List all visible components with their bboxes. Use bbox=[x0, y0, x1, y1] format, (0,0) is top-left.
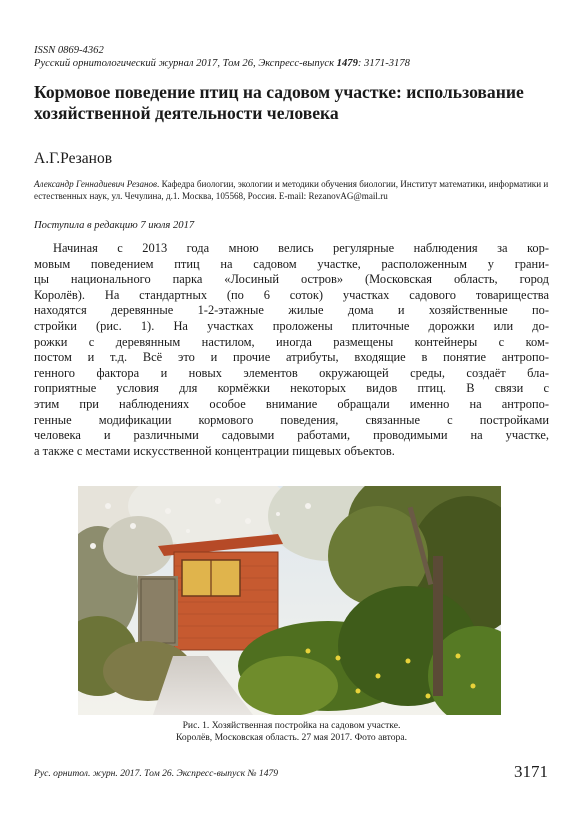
garden-shed-photo bbox=[78, 486, 501, 715]
journal-header bbox=[34, 44, 549, 70]
body-line: Начиная с 2013 года мною велись регулярные наблюдения за кор- bbox=[53, 241, 549, 255]
author-affiliation bbox=[34, 178, 549, 202]
body-line: гоприятные условия для кормёжки некоторых видов птиц. В связи с bbox=[34, 381, 549, 396]
citation-prefix: Русский орнитологический журнал 2017, Том 26, Экспресс-выпуск bbox=[34, 58, 337, 69]
issn: ISSN 0869-4362 bbox=[34, 45, 104, 56]
body-line: стройки (рис. 1). На участках проложены плиточные дорожки или до- bbox=[34, 318, 549, 333]
body-line: рожки с деревянным настилом, иногда размещены контейнеры с ком- bbox=[34, 334, 549, 349]
caption-line-2: Королёв, Московская область. 27 мая 2017. Фото автора. bbox=[176, 732, 407, 743]
body-line: Королёв). На стандартных (по 6 соток) участках садового товарищества bbox=[34, 287, 549, 302]
article-body bbox=[34, 241, 549, 459]
body-line: цы национального парка «Лосиный остров» (Московская область, город bbox=[34, 272, 549, 287]
body-line: этим при наблюдениях особое внимание обращали именно на антропо- bbox=[34, 396, 549, 411]
body-line: постом и т.д. Всё это и прочие атрибуты, входящие в понятие антропо- bbox=[34, 350, 549, 365]
affiliation-text: . Кафедра биологии, экологии и методики обучения биологии, Институт математики, информатики и естественных наук, ул. Чечулина, д.1. Москва, 105568, Россия. E-mail: RezanovAG@mail.ru bbox=[34, 179, 549, 201]
body-line: человека и различными садовыми работами, проводимыми на участке, bbox=[34, 428, 549, 443]
author-full-name: Александр Геннадиевич Резанов bbox=[34, 179, 158, 189]
journal-footer: Рус. орнитол. журн. 2017. Том 26. Экспресс-выпуск № 1479 bbox=[34, 768, 279, 779]
page-range: : 3171-3178 bbox=[357, 58, 410, 69]
caption-line-1: Рис. 1. Хозяйственная постройка на садовом участке. bbox=[182, 720, 401, 731]
body-line: а также с местами искусственной концентрации пищевых объектов. bbox=[34, 443, 395, 458]
body-line: генные модификации кормового поведения, связанные с постройками bbox=[34, 412, 549, 427]
figure-photo bbox=[78, 486, 501, 715]
received-date: Поступила в редакцию 7 июля 2017 bbox=[34, 220, 195, 231]
body-line: находятся деревянные 1-2-этажные жилые дома и хозяйственные по- bbox=[34, 303, 549, 318]
author-name: А.Г.Резанов bbox=[34, 150, 113, 167]
figure-caption bbox=[34, 720, 549, 744]
body-line: мовым поведением птиц на садовом участке, расположенным у грани- bbox=[34, 256, 549, 271]
article-title: Кормовое поведение птиц на садовом участке: использование хозяйственной деятельности человека bbox=[34, 82, 524, 123]
journal-citation bbox=[34, 57, 549, 70]
body-line: генного фактора и новых элементов окружающей среды, создаёт бла- bbox=[34, 365, 549, 380]
page-number: 3171 bbox=[514, 762, 548, 781]
issue-number: 1479 bbox=[336, 58, 358, 69]
